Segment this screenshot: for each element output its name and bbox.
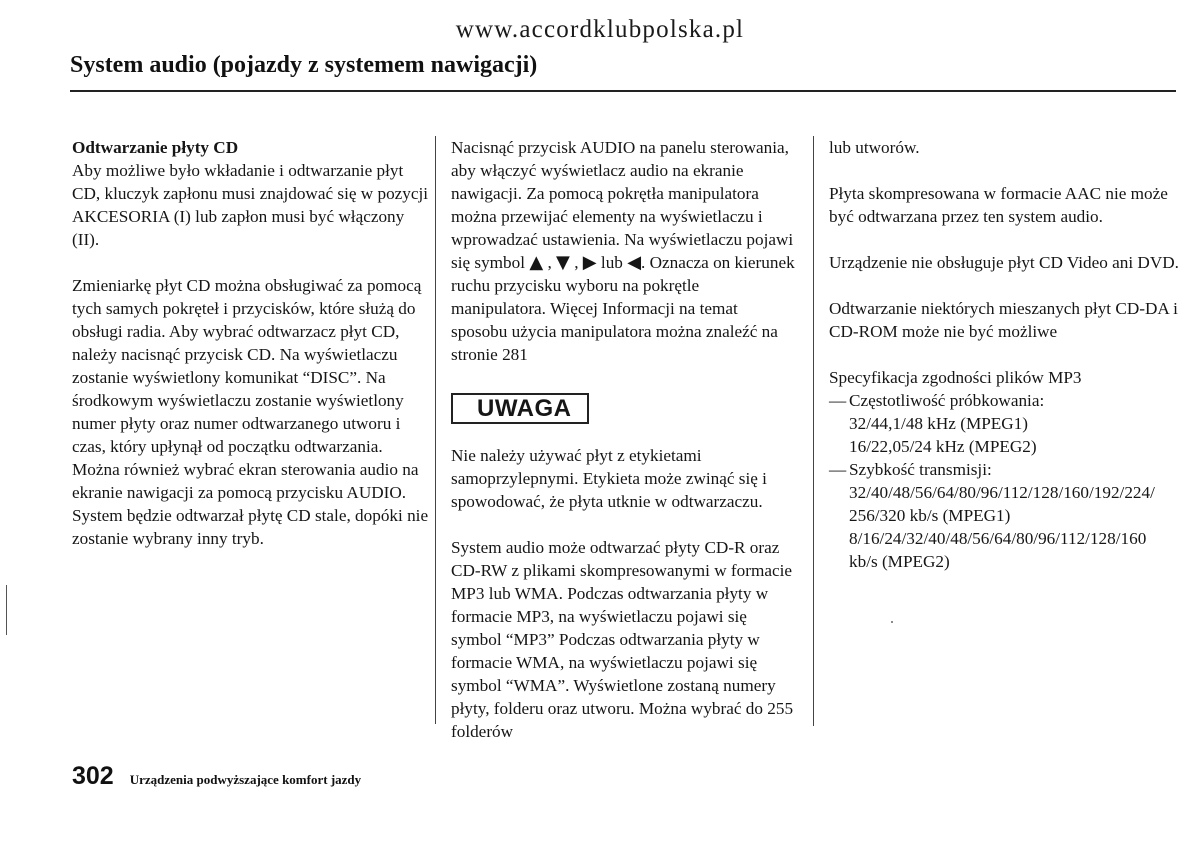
spec-frequency-line: 32/44,1/48 kHz (MPEG1) [849,414,1029,433]
bullet-dash: — [829,460,847,479]
page-number: 302 [72,762,114,790]
paragraph-tracks-continued: lub utworów. [829,138,920,157]
spec-bitrate-line: 8/16/24/32/40/48/56/64/80/96/112/128/160 [849,529,1147,548]
arrow-left-icon: ◀ [627,252,642,273]
paragraph-changer: Zmieniarkę płyt CD można obsługiwać za pomocą tych samych pokręteł i przycisków, które służą do obsługi radia. Aby wybrać odtwarzacz płyt CD, należy nacisnąć przycisk CD. Na wyświetlaczu zostanie wyświetlony komunikat “DISC”. Na środkowym wyświetlaczu zostanie wyświetlony numer płyty oraz numer odtwarzanego utworu i czas, który upłynął od początku odtwarzania. Można również wybrać ekran sterowania audio na ekranie nawigacji za pomocą przycisku AUDIO. System będzie odtwarzał płytę CD stale, dopóki nie zostanie wybrany inny tryb. [72,276,429,548]
chapter-name: Urządzenia podwyższające komfort jazdy [129,772,362,787]
spec-frequency-line: 16/22,05/24 kHz (MPEG2) [849,437,1037,456]
spec-bitrate-line: kb/s (MPEG2) [849,552,950,571]
paragraph-labels-warning: Nie należy używać płyt z etykietami samoprzylepnymi. Etykieta może zwinąć się i spowodować, że płyta utknie w odtwarzaczu. [451,446,767,511]
paragraph-audio-button [451,136,796,366]
paragraph-ignition: Aby możliwe było wkładanie i odtwarzanie płyt CD, kluczyk zapłonu musi znajdować się w pozycji AKCESORIA (I) lub zapłon musi być włączony (II). [72,161,429,249]
stray-dot [891,621,893,623]
paragraph-aac: Płyta skompresowana w formacie AAC nie może być odtwarzana przez ten system audio. [829,184,1168,226]
spec-bitrate-line: 256/320 kb/s (MPEG1) [849,506,1011,525]
page-footer [72,762,361,791]
audio-button-text-end: . Oznacza on kierunek ruchu przycisku wyboru na pokrętle manipulatora. Więcej Informacji na temat sposobu użycia manipulatora można znaleźć na stronie 281 [451,253,795,364]
column-left [72,136,432,573]
separator-comma: , [547,253,552,272]
paragraph-mixed-discs: Odtwarzanie niektórych mieszanych płyt CD-DA i CD-ROM może nie być możliwe [829,299,1178,341]
arrow-up-icon: ▲ [529,252,544,273]
separator-lub: lub [600,253,623,272]
margin-mark [6,585,7,635]
spec-bitrate-line: 32/40/48/56/64/80/96/112/128/160/192/224/ [849,483,1155,502]
column-divider-1 [435,136,436,724]
site-url-header: www.accordklubpolska.pl [455,16,745,43]
spec-title: Specyfikacja zgodności plików MP3 [829,368,1082,387]
title-underline [70,90,1176,92]
audio-button-text-start: Nacisnąć przycisk AUDIO na panelu sterowania, aby włączyć wyświetlacz audio na ekranie nawigacji. Za pomocą pokrętła manipulatora można przewijać elementy na wyświetlaczu i wprowadzać ustawienia. Na wyświetlaczu pojawi się symbol [451,138,794,272]
paragraph-video-dvd: Urządzenie nie obsługuje płyt CD Video ani DVD. [829,253,1179,272]
separator-comma: , [574,253,579,272]
arrow-right-icon: ▶ [582,252,597,273]
spec-item-frequency [829,389,1179,412]
column-middle [451,136,796,766]
spec-bitrate-label: Szybkość transmisji: [849,460,992,479]
paragraph-mp3-wma: System audio może odtwarzać płyty CD-R oraz CD-RW z plikami skompresowanymi w formacie MP3 lub WMA. Podczas odtwarzania płyty w formacie MP3, na wyświetlaczu pojawi się symbol “MP3” Podczas odtwarzania płyty w formacie WMA, na wyświetlaczu pojawi się symbol “WMA”. Wyświetlone zostaną numery płyty, folderu oraz utworu. Można wybrać do 255 folderów [451,538,794,741]
spec-item-bitrate [829,458,1179,481]
subheading-cd-playback: Odtwarzanie płyty CD [72,138,239,157]
arrow-down-icon: ▼ [556,252,570,273]
spec-frequency-label: Częstotliwość próbkowania: [849,391,1045,410]
column-divider-2 [813,136,814,726]
bullet-dash: — [829,391,847,410]
warning-label: UWAGA [451,393,589,424]
section-title: System audio (pojazdy z systemem nawigacji) [70,52,538,78]
column-right [829,136,1179,573]
